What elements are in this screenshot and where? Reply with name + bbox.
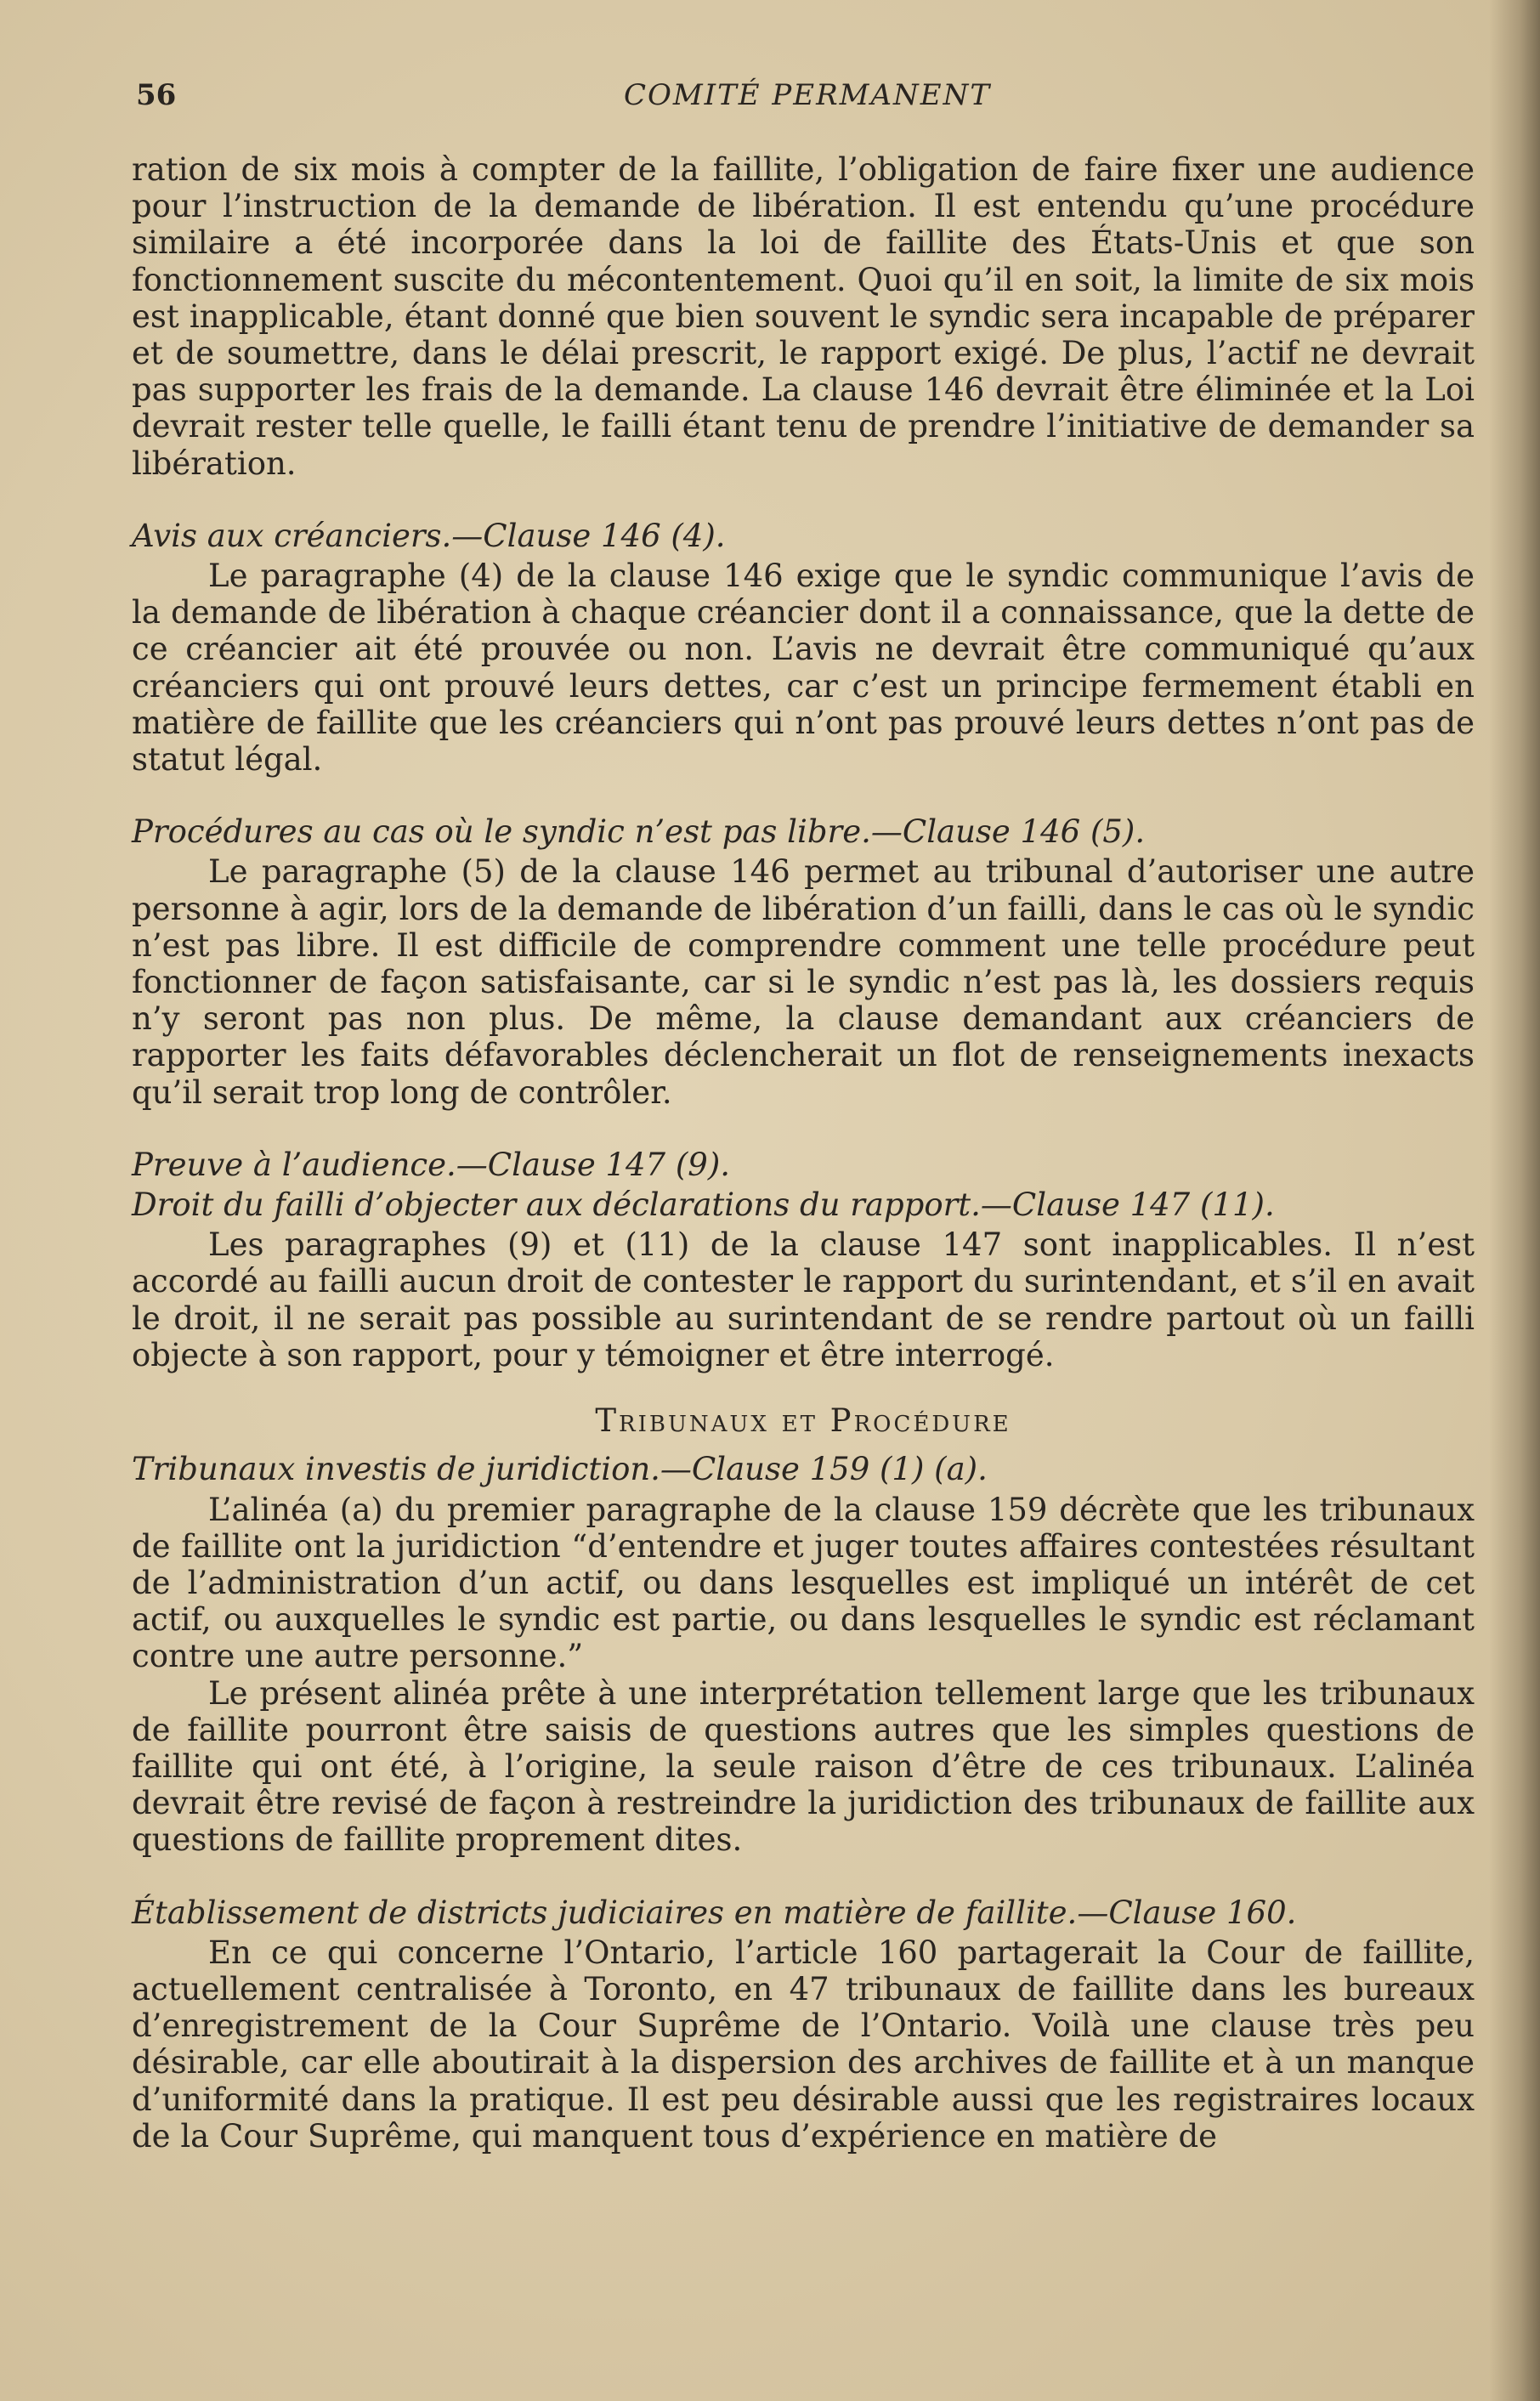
- running-head: COMITÉ PERMANENT: [623, 78, 992, 112]
- paragraph: Le paragraphe (5) de la clause 146 permet au tribunal d’autoriser une autre personne à agir, lors de la demande de libération d’un failli, dans le cas où le syndic n’est pas libre. Il est difficile de comprendre comment une telle procédure peut fonctionner de façon satisfaisante, car si le syndic n’est pas là, les dossiers requis n’y seront pas non plus. De même, la clause demandant aux créanciers de rapporter les faits défavorables déclencherait un flot de renseignements inexacts qu’il serait trop long de contrôler.: [132, 853, 1475, 1111]
- subheading-procedures-syndic: Procédures au cas où le syndic n’est pas libre.—Clause 146 (5).: [132, 813, 1146, 851]
- document-body: [132, 151, 1475, 2155]
- paragraph: Les paragraphes (9) et (11) de la clause 147 sont inapplicables. Il n’est accordé au failli aucun droit de contester le rapport du surintendant, et s’il en avait le droit, il ne serait pas possible au surintendant de se rendre partout où un failli objecte à son rapport, pour y témoigner et être interrogé.: [132, 1226, 1475, 1373]
- subheading-droit-failli: Droit du failli d’objecter aux déclarations du rapport.—Clause 147 (11).: [132, 1186, 1275, 1224]
- paragraph: En ce qui concerne l’Ontario, l’article 160 partagerait la Cour de faillite, actuellement centralisée à Toronto, en 47 tribunaux de faillite dans les bureaux d’enregistrement de la Cour Suprême de l’Ontario. Voilà une clause très peu désirable, car elle aboutirait à la dispersion des archives de faillite et à un manque d’uniformité dans la pratique. Il est peu désirable aussi que les registraires locaux de la Cour Suprême, qui manquent tous d’expérience en matière de: [132, 1934, 1475, 2155]
- subheading-tribunaux-juridiction: Tribunaux investis de juridiction.—Clause 159 (1) (a).: [132, 1451, 988, 1488]
- paragraph-continuation: ration de six mois à compter de la faillite, l’obligation de faire fixer une audience pour l’instruction de la demande de libération. Il est entendu qu’une procédure similaire a été incorporée dans la loi de faillite des États-Unis et que son fonctionnement suscite du mécontentement. Quoi qu’il en soit, la limite de six mois est inapplicable, étant donné que bien souvent le syndic sera incapable de préparer et de soumettre, dans le délai prescrit, le rapport exigé. De plus, l’actif ne devrait pas supporter les frais de la demande. La clause 146 devrait être éliminée et la Loi devrait rester telle quelle, le failli étant tenu de prendre l’initiative de demander sa libération.: [132, 151, 1475, 482]
- page-header: [136, 78, 1479, 121]
- subheading-preuve-audience: Preuve à l’audience.—Clause 147 (9).: [132, 1146, 731, 1183]
- paragraph: L’alinéa (a) du premier paragraphe de la clause 159 décrète que les tribunaux de faillite ont la juridiction “d’entendre et juger toutes affaires contestées résultant de l’administration d’un actif, ou dans lesquelles est impliqué un intérêt de cet actif, ou auxquelles le syndic est partie, ou dans lesquelles le syndic est réclamant contre une autre personne.”: [132, 1491, 1475, 1675]
- subheading-avis-creanciers: Avis aux créanciers.—Clause 146 (4).: [132, 517, 726, 554]
- page-edge-shadow: [1489, 0, 1540, 2401]
- paragraph: Le paragraphe (4) de la clause 146 exige que le syndic communique l’avis de la demande de libération à chaque créancier dont il a connaissance, que la dette de ce créancier ait été prouvée ou non. L’avis ne devrait être communiqué qu’aux créanciers qui ont prouvé leurs dettes, car c’est un principe fermement établi en matière de faillite que les créanciers qui n’ont pas prouvé leurs dettes n’ont pas de statut légal.: [132, 558, 1475, 779]
- page-number: 56: [136, 78, 177, 112]
- paragraph: Le présent alinéa prête à une interprétation tellement large que les tribunaux de faillite pourront être saisis de questions autres que les simples questions de faillite qui ont été, à l’origine, la seule raison d’être de ces tribunaux. L’alinéa devrait être revisé de façon à restreindre la juridiction des tribunaux de faillite aux questions de faillite proprement dites.: [132, 1674, 1475, 1859]
- section-title: Tribunaux et Procédure: [595, 1402, 1011, 1440]
- subheading-districts-judiciaires: Établissement de districts judiciaires en matière de faillite.—Clause 160.: [132, 1894, 1297, 1931]
